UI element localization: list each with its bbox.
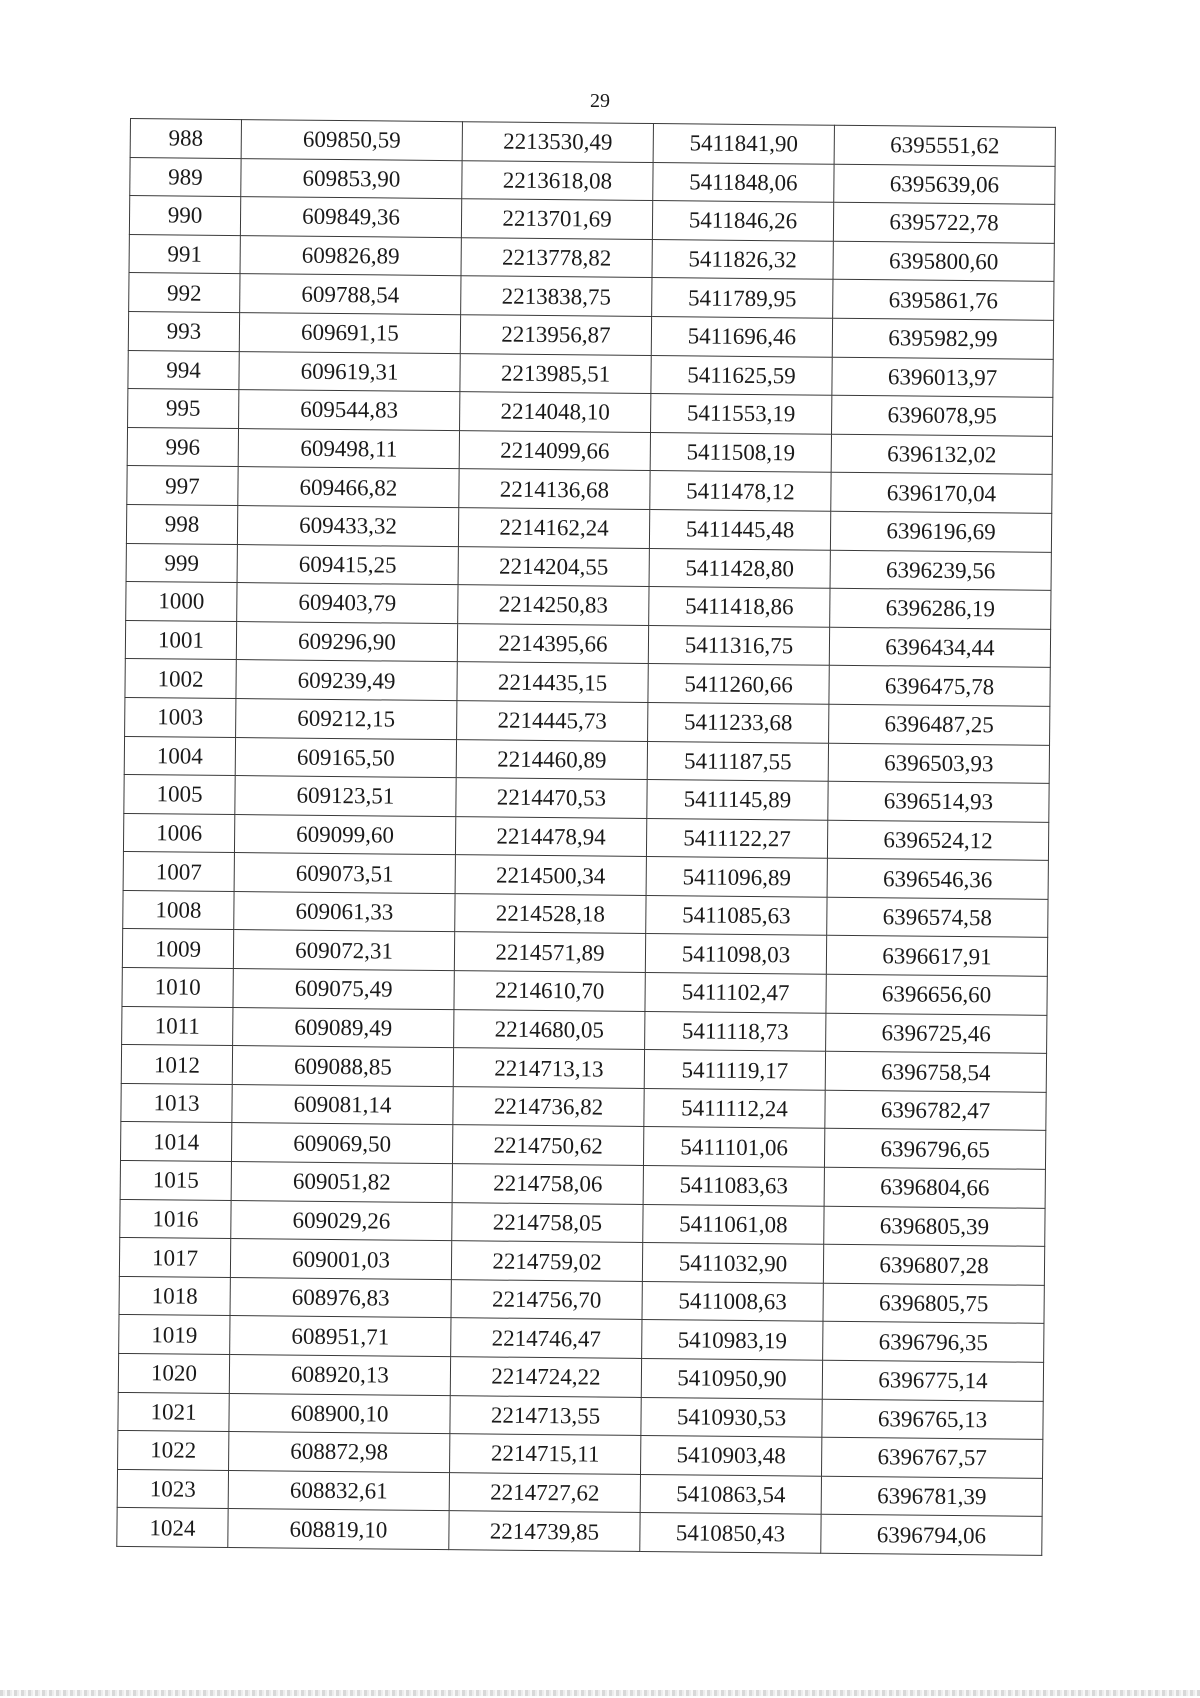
coordinate-cell: 609069,50 (231, 1123, 452, 1164)
coordinate-cell: 609415,25 (237, 544, 458, 585)
page-number: 29 (590, 90, 610, 112)
coordinate-cell: 2214759,02 (451, 1241, 642, 1281)
point-number-cell: 1022 (118, 1431, 229, 1471)
coordinate-cell: 6396132,02 (831, 434, 1052, 475)
coordinate-cell: 609788,54 (240, 274, 461, 315)
point-number-cell: 1021 (118, 1392, 229, 1432)
point-number-cell: 1006 (123, 813, 234, 853)
coordinate-cell: 6396796,65 (824, 1129, 1045, 1170)
coordinate-cell: 5411187,55 (647, 741, 828, 781)
coordinate-cell: 5411096,89 (646, 857, 827, 897)
coordinate-cell: 609001,03 (230, 1239, 451, 1280)
coordinate-cell: 5411145,89 (647, 780, 828, 820)
coordinate-cell: 2213778,82 (461, 237, 652, 277)
coordinate-cell: 609075,49 (233, 969, 454, 1010)
coordinate-cell: 5411112,24 (644, 1088, 825, 1128)
point-number-cell: 991 (129, 234, 240, 274)
point-number-cell: 1014 (120, 1122, 231, 1162)
point-number-cell: 1016 (120, 1199, 231, 1239)
coordinate-cell: 2214727,62 (449, 1472, 640, 1512)
coordinate-cell: 609123,51 (235, 776, 456, 817)
coordinate-cell: 6396170,04 (831, 473, 1052, 514)
point-number-cell: 990 (129, 196, 240, 236)
coordinate-cell: 5411260,66 (648, 664, 829, 704)
coordinate-cell: 2214713,13 (453, 1048, 644, 1088)
point-number-cell: 1010 (122, 968, 233, 1008)
coordinate-cell: 6396775,14 (822, 1360, 1043, 1401)
point-number-cell: 994 (128, 350, 239, 390)
coordinate-cell: 5410903,48 (641, 1436, 822, 1476)
coordinate-cell: 2214136,68 (459, 469, 650, 509)
point-number-cell: 992 (129, 273, 240, 313)
coordinate-cell: 609544,83 (239, 390, 460, 431)
coordinate-cell: 6396434,44 (829, 627, 1050, 668)
table-row (117, 1508, 1042, 1555)
coordinate-cell: 6396574,58 (827, 897, 1048, 938)
coordinate-cell: 609029,26 (231, 1200, 452, 1241)
coordinate-cell: 6396239,56 (830, 550, 1051, 591)
point-number-cell: 1018 (119, 1276, 230, 1316)
coordinate-cell: 609073,51 (234, 853, 455, 894)
coordinate-cell: 5411553,19 (651, 394, 832, 434)
coordinate-cell: 6396807,28 (823, 1244, 1044, 1285)
coordinate-cell: 5411418,86 (649, 587, 830, 627)
coordinate-cell: 2213985,51 (460, 353, 651, 393)
coordinate-cell: 6396078,95 (831, 395, 1052, 436)
coordinate-cell: 5411841,90 (653, 124, 834, 164)
point-number-cell: 989 (130, 157, 241, 197)
coordinate-cell: 608976,83 (230, 1277, 451, 1318)
coordinate-cell: 5411101,06 (643, 1127, 824, 1167)
coordinate-cell: 6396781,39 (821, 1476, 1042, 1517)
point-number-cell: 995 (128, 389, 239, 429)
point-number-cell: 1009 (122, 929, 233, 969)
coordinate-cell: 6396013,97 (832, 357, 1053, 398)
coordinate-cell: 2214756,70 (451, 1279, 642, 1319)
coordinate-cell: 2214610,70 (454, 971, 645, 1011)
coordinate-cell: 2214746,47 (451, 1318, 642, 1358)
coordinate-cell: 2214715,11 (450, 1434, 641, 1474)
coordinate-cell: 6396503,93 (828, 743, 1049, 784)
coordinate-cell: 6395982,99 (832, 318, 1053, 359)
coordinate-cell: 6395800,60 (833, 241, 1054, 282)
coordinate-cell: 5411083,63 (643, 1166, 824, 1206)
coordinate-cell: 609826,89 (240, 235, 461, 276)
coordinate-cell: 609081,14 (232, 1084, 453, 1125)
coordinate-cell: 2213701,69 (461, 199, 652, 239)
coordinate-cell: 5410863,54 (640, 1474, 821, 1514)
coordinates-table (116, 118, 1056, 1556)
coordinate-cell: 6395861,76 (833, 280, 1054, 321)
coordinate-cell: 6396196,69 (830, 511, 1051, 552)
coordinate-cell: 6396656,60 (826, 974, 1047, 1015)
point-number-cell: 999 (126, 543, 237, 583)
coordinate-cell: 6396765,13 (822, 1399, 1043, 1440)
coordinate-cell: 2213530,49 (462, 122, 653, 162)
point-number-cell: 1003 (125, 697, 236, 737)
coordinate-cell: 608872,98 (229, 1432, 450, 1473)
coordinate-cell: 2213618,08 (462, 160, 653, 200)
coordinate-cell: 6396767,57 (821, 1437, 1042, 1478)
point-number-cell: 1017 (119, 1238, 230, 1278)
point-number-cell: 1020 (118, 1353, 229, 1393)
coordinate-cell: 609296,90 (236, 621, 457, 662)
coordinate-cell: 5411102,47 (645, 973, 826, 1013)
coordinate-cell: 6395551,62 (834, 125, 1055, 166)
coordinate-cell: 609691,15 (239, 313, 460, 354)
coordinate-cell: 2214713,55 (450, 1395, 641, 1435)
coordinates-table-wrapper (116, 118, 1050, 1556)
point-number-cell: 1024 (117, 1508, 228, 1548)
coordinate-cell: 609088,85 (232, 1046, 453, 1087)
coordinate-cell: 5411119,17 (644, 1050, 825, 1090)
table-body (117, 119, 1056, 1556)
coordinate-cell: 6396758,54 (825, 1051, 1046, 1092)
point-number-cell: 1013 (121, 1083, 232, 1123)
coordinate-cell: 2214758,06 (452, 1164, 643, 1204)
point-number-cell: 1001 (125, 620, 236, 660)
coordinate-cell: 609619,31 (239, 351, 460, 392)
coordinate-cell: 2214750,62 (452, 1125, 643, 1165)
coordinate-cell: 6396782,47 (825, 1090, 1046, 1131)
coordinate-cell: 5411085,63 (646, 895, 827, 935)
coordinate-cell: 5411061,08 (643, 1204, 824, 1244)
coordinate-cell: 6396475,78 (829, 666, 1050, 707)
coordinate-cell: 5411118,73 (645, 1011, 826, 1051)
point-number-cell: 1015 (120, 1160, 231, 1200)
coordinate-cell: 2214204,55 (458, 546, 649, 586)
point-number-cell: 1002 (125, 659, 236, 699)
coordinate-cell: 609403,79 (237, 583, 458, 624)
coordinate-cell: 2214739,85 (449, 1511, 640, 1551)
coordinate-cell: 5410950,90 (641, 1358, 822, 1398)
point-number-cell: 1008 (123, 890, 234, 930)
coordinate-cell: 5411098,03 (645, 934, 826, 974)
coordinate-cell: 609239,49 (236, 660, 457, 701)
coordinate-cell: 2214250,83 (458, 585, 649, 625)
coordinate-cell: 2214445,73 (457, 701, 648, 741)
coordinate-cell: 5411122,27 (646, 818, 827, 858)
coordinate-cell: 609089,49 (233, 1007, 454, 1048)
coordinate-cell: 2214528,18 (455, 894, 646, 934)
coordinate-cell: 609061,33 (234, 891, 455, 932)
coordinate-cell: 2214500,34 (455, 855, 646, 895)
coordinate-cell: 608832,61 (228, 1470, 449, 1511)
coordinate-cell: 5411826,32 (652, 239, 833, 279)
coordinate-cell: 5410983,19 (642, 1320, 823, 1360)
point-number-cell: 1004 (124, 736, 235, 776)
point-number-cell: 1019 (119, 1315, 230, 1355)
coordinate-cell: 5411478,12 (650, 471, 831, 511)
scan-edge-artifact (0, 1690, 1200, 1696)
point-number-cell: 1000 (126, 582, 237, 622)
coordinate-cell: 6396514,93 (828, 781, 1049, 822)
coordinate-cell: 609051,82 (231, 1162, 452, 1203)
coordinate-cell: 5411789,95 (652, 278, 833, 318)
coordinate-cell: 5410930,53 (641, 1397, 822, 1437)
coordinate-cell: 609212,15 (236, 698, 457, 739)
coordinate-cell: 5411508,19 (650, 432, 831, 472)
coordinate-cell: 6396805,75 (823, 1283, 1044, 1324)
coordinate-cell: 5411848,06 (653, 162, 834, 202)
coordinate-cell: 6396725,46 (826, 1013, 1047, 1054)
coordinate-cell: 5411008,63 (642, 1281, 823, 1321)
coordinate-cell: 609853,90 (241, 158, 462, 199)
point-number-cell: 998 (126, 504, 237, 544)
point-number-cell: 988 (130, 119, 241, 159)
coordinate-cell: 609072,31 (233, 930, 454, 971)
coordinate-cell: 6396796,35 (823, 1322, 1044, 1363)
point-number-cell: 1023 (117, 1469, 228, 1509)
point-number-cell: 993 (128, 311, 239, 351)
coordinate-cell: 2214460,89 (456, 739, 647, 779)
coordinate-cell: 5411625,59 (651, 355, 832, 395)
coordinate-cell: 5411428,80 (649, 548, 830, 588)
coordinate-cell: 609498,11 (238, 428, 459, 469)
coordinate-cell: 609466,82 (238, 467, 459, 508)
point-number-cell: 1011 (122, 1006, 233, 1046)
coordinate-cell: 2213956,87 (460, 315, 651, 355)
coordinate-cell: 609433,32 (237, 505, 458, 546)
coordinate-cell: 6396487,25 (829, 704, 1050, 745)
coordinate-cell: 6395722,78 (833, 202, 1054, 243)
coordinate-cell: 2214048,10 (460, 392, 651, 432)
coordinate-cell: 5411846,26 (652, 201, 833, 241)
coordinate-cell: 2214571,89 (454, 932, 645, 972)
coordinate-cell: 5411316,75 (648, 625, 829, 665)
point-number-cell: 1007 (123, 852, 234, 892)
coordinate-cell: 6396805,39 (824, 1206, 1045, 1247)
coordinate-cell: 2214162,24 (458, 508, 649, 548)
coordinate-cell: 6396524,12 (827, 820, 1048, 861)
coordinate-cell: 5411445,48 (649, 509, 830, 549)
coordinate-cell: 6396617,91 (826, 936, 1047, 977)
coordinate-cell: 2213838,75 (461, 276, 652, 316)
coordinate-cell: 2214099,66 (459, 430, 650, 470)
point-number-cell: 997 (127, 466, 238, 506)
coordinate-cell: 608819,10 (228, 1509, 449, 1550)
coordinate-cell: 608951,71 (230, 1316, 451, 1357)
coordinate-cell: 5411032,90 (642, 1243, 823, 1283)
coordinate-cell: 2214724,22 (450, 1357, 641, 1397)
coordinate-cell: 2214470,53 (456, 778, 647, 818)
point-number-cell: 996 (127, 427, 238, 467)
coordinate-cell: 608920,13 (229, 1355, 450, 1396)
coordinate-cell: 609099,60 (234, 814, 455, 855)
coordinate-cell: 6396546,36 (827, 859, 1048, 900)
coordinate-cell: 2214736,82 (453, 1086, 644, 1126)
point-number-cell: 1005 (124, 775, 235, 815)
coordinate-cell: 2214395,66 (457, 623, 648, 663)
coordinate-cell: 2214680,05 (454, 1009, 645, 1049)
coordinate-cell: 2214478,94 (455, 816, 646, 856)
coordinate-cell: 609850,59 (241, 120, 462, 161)
coordinate-cell: 5411696,46 (651, 316, 832, 356)
coordinate-cell: 6396286,19 (830, 588, 1051, 629)
coordinate-cell: 608900,10 (229, 1393, 450, 1434)
coordinate-cell: 2214435,15 (457, 662, 648, 702)
point-number-cell: 1012 (121, 1045, 232, 1085)
coordinate-cell: 6396804,66 (824, 1167, 1045, 1208)
coordinate-cell: 609165,50 (235, 737, 456, 778)
coordinate-cell: 5411233,68 (648, 702, 829, 742)
coordinate-cell: 5410850,43 (640, 1513, 821, 1553)
coordinate-cell: 2214758,05 (452, 1202, 643, 1242)
coordinate-cell: 609849,36 (240, 197, 461, 238)
coordinate-cell: 6395639,06 (834, 164, 1055, 205)
coordinate-cell: 6396794,06 (821, 1515, 1042, 1556)
